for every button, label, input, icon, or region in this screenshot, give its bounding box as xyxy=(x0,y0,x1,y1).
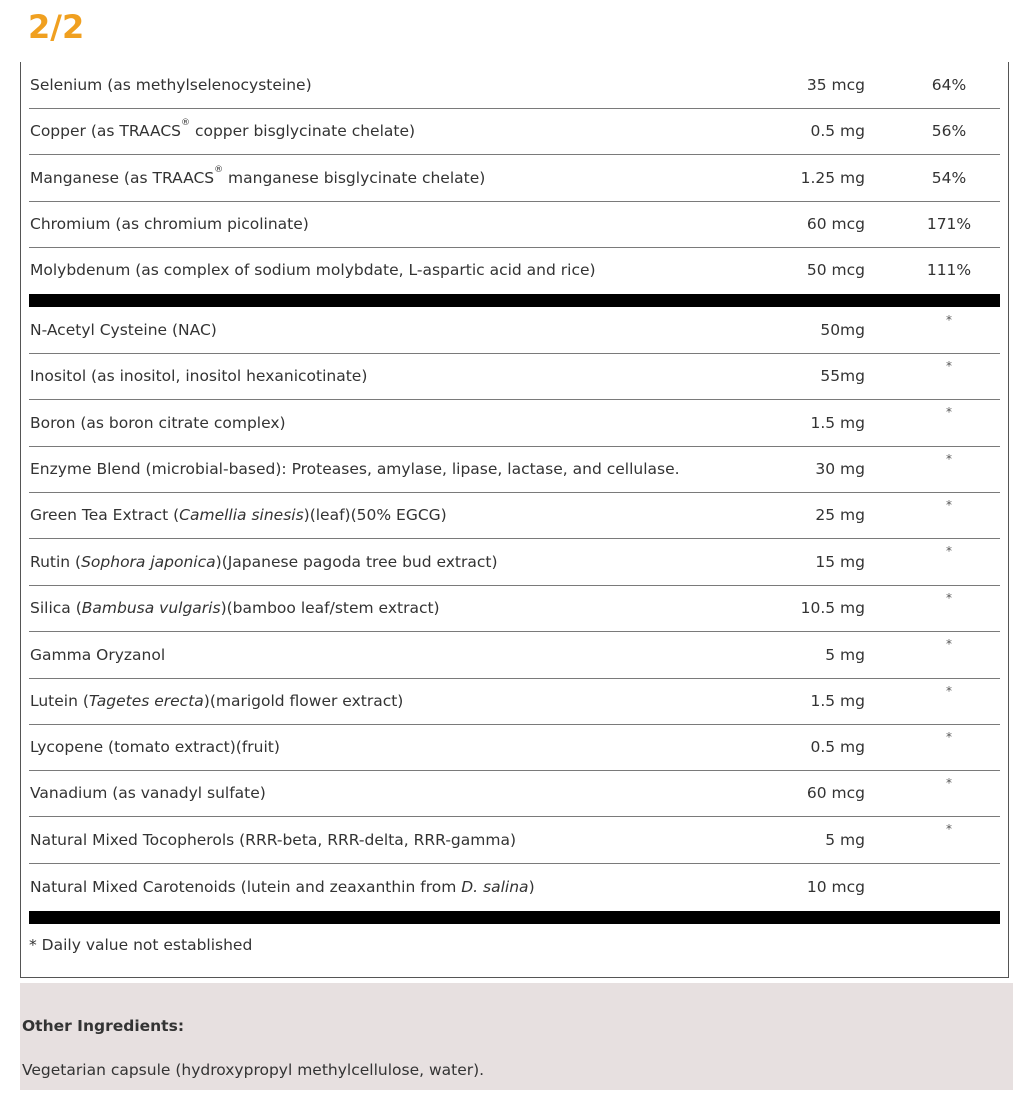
table-row xyxy=(29,399,1000,447)
ingredient-amount: 15 mg xyxy=(815,552,865,571)
other-ingredients-section xyxy=(20,983,1013,1090)
ingredient-name: Vanadium (as vanadyl sulfate) xyxy=(30,784,266,802)
table-row xyxy=(29,724,1000,771)
other-ingredients-title: Other Ingredients: xyxy=(22,1017,185,1035)
ingredient-name: Boron (as boron citrate complex) xyxy=(30,413,286,432)
ingredient-amount: 25 mg xyxy=(815,506,865,524)
ingredient-name: Rutin (Sophora japonica)(Japanese pagoda tree bud extract) xyxy=(30,552,498,571)
table-row xyxy=(29,863,1000,910)
table-row xyxy=(29,585,1000,632)
ingredient-name: Inositol (as inositol, inositol hexanicotinate) xyxy=(30,367,368,385)
footnote: * Daily value not established xyxy=(29,936,253,954)
ingredient-amount: 10 mcg xyxy=(806,877,865,896)
ingredient-amount: 5 mg xyxy=(825,830,865,849)
daily-value: 111% xyxy=(926,261,972,279)
ingredient-amount: 35 mcg xyxy=(806,76,865,94)
latin-name: Bambusa vulgaris xyxy=(81,599,221,617)
daily-value: * xyxy=(946,452,952,466)
table-row xyxy=(29,154,1000,202)
ingredient-amount: 1.25 mg xyxy=(800,168,865,187)
ingredient-amount: 50mg xyxy=(820,321,865,339)
ingredient-name: Copper (as TRAACS® copper bisglycinate chelate) xyxy=(30,118,416,140)
daily-value: * xyxy=(946,405,952,419)
ingredient-amount: 0.5 mg xyxy=(810,738,865,756)
daily-value: * xyxy=(946,591,952,605)
table-row xyxy=(29,631,1000,679)
daily-value: * xyxy=(946,730,952,744)
ingredient-name: Molybdenum (as complex of sodium molybdate, L-aspartic acid and rice) xyxy=(30,261,596,279)
ingredient-amount: 10.5 mg xyxy=(800,599,865,617)
daily-value: * xyxy=(946,359,952,373)
supplement-facts-panel xyxy=(20,62,1009,978)
ingredient-name: Gamma Oryzanol xyxy=(30,645,166,664)
table-row xyxy=(29,446,1000,493)
table-row xyxy=(29,816,1000,864)
daily-value: * xyxy=(946,637,952,651)
ingredient-name: Enzyme Blend (microbial-based): Proteases, amylase, lipase, lactase, and cellulase. xyxy=(30,460,680,478)
ingredient-amount: 50 mcg xyxy=(806,261,865,279)
table-row xyxy=(29,201,1000,248)
table-row xyxy=(29,538,1000,586)
table-row xyxy=(29,492,1000,539)
ingredient-name: Manganese (as TRAACS® manganese bisglycinate chelate) xyxy=(30,164,486,187)
page-indicator: 2/2 xyxy=(28,8,85,46)
daily-value: 56% xyxy=(931,122,967,140)
daily-value: * xyxy=(946,684,952,698)
ingredient-name: Green Tea Extract (Camellia sinesis)(leaf)(50% EGCG) xyxy=(30,506,447,524)
daily-value: 171% xyxy=(926,215,972,233)
latin-name: Sophora japonica xyxy=(81,552,216,571)
registered-mark: ® xyxy=(214,164,224,175)
latin-name: D. salina xyxy=(461,877,529,896)
ingredient-name: Selenium (as methylselenocysteine) xyxy=(30,76,312,94)
table-row xyxy=(29,353,1000,400)
daily-value: * xyxy=(946,544,952,558)
ingredient-amount: 1.5 mg xyxy=(810,413,865,432)
ingredient-amount: 60 mcg xyxy=(806,784,865,802)
section-divider xyxy=(29,911,1000,924)
ingredient-name: Silica (Bambusa vulgaris)(bamboo leaf/stem extract) xyxy=(30,599,440,617)
ingredient-name: Lutein (Tagetes erecta)(marigold flower extract) xyxy=(30,692,404,710)
daily-value: 54% xyxy=(931,168,967,187)
ingredient-amount: 60 mcg xyxy=(806,215,865,233)
ingredient-name: Lycopene (tomato extract)(fruit) xyxy=(30,738,280,756)
ingredient-name: Natural Mixed Carotenoids (lutein and zeaxanthin from D. salina) xyxy=(30,877,535,896)
section-divider xyxy=(29,294,1000,307)
daily-value: * xyxy=(946,313,952,327)
ingredient-name: Natural Mixed Tocopherols (RRR-beta, RRR-delta, RRR-gamma) xyxy=(30,830,516,849)
table-row xyxy=(29,62,1000,109)
table-row xyxy=(29,307,1000,354)
ingredient-name: Chromium (as chromium picolinate) xyxy=(30,215,309,233)
table-row xyxy=(29,770,1000,817)
ingredient-amount: 30 mg xyxy=(815,460,865,478)
ingredient-amount: 1.5 mg xyxy=(810,692,865,710)
latin-name: Camellia sinesis xyxy=(179,506,304,524)
other-ingredients-text: Vegetarian capsule (hydroxypropyl methylcellulose, water). xyxy=(22,1061,485,1079)
daily-value: * xyxy=(946,776,952,790)
ingredient-amount: 55mg xyxy=(820,367,865,385)
daily-value: 64% xyxy=(931,76,967,94)
table-row xyxy=(29,247,1000,293)
daily-value: * xyxy=(946,498,952,512)
ingredient-name: N-Acetyl Cysteine (NAC) xyxy=(30,321,217,339)
table-row xyxy=(29,108,1000,155)
ingredient-amount: 0.5 mg xyxy=(810,122,865,140)
ingredient-amount: 5 mg xyxy=(825,645,865,664)
daily-value: * xyxy=(946,822,952,836)
registered-mark: ® xyxy=(181,118,191,128)
latin-name: Tagetes erecta xyxy=(88,692,204,710)
table-row xyxy=(29,678,1000,725)
